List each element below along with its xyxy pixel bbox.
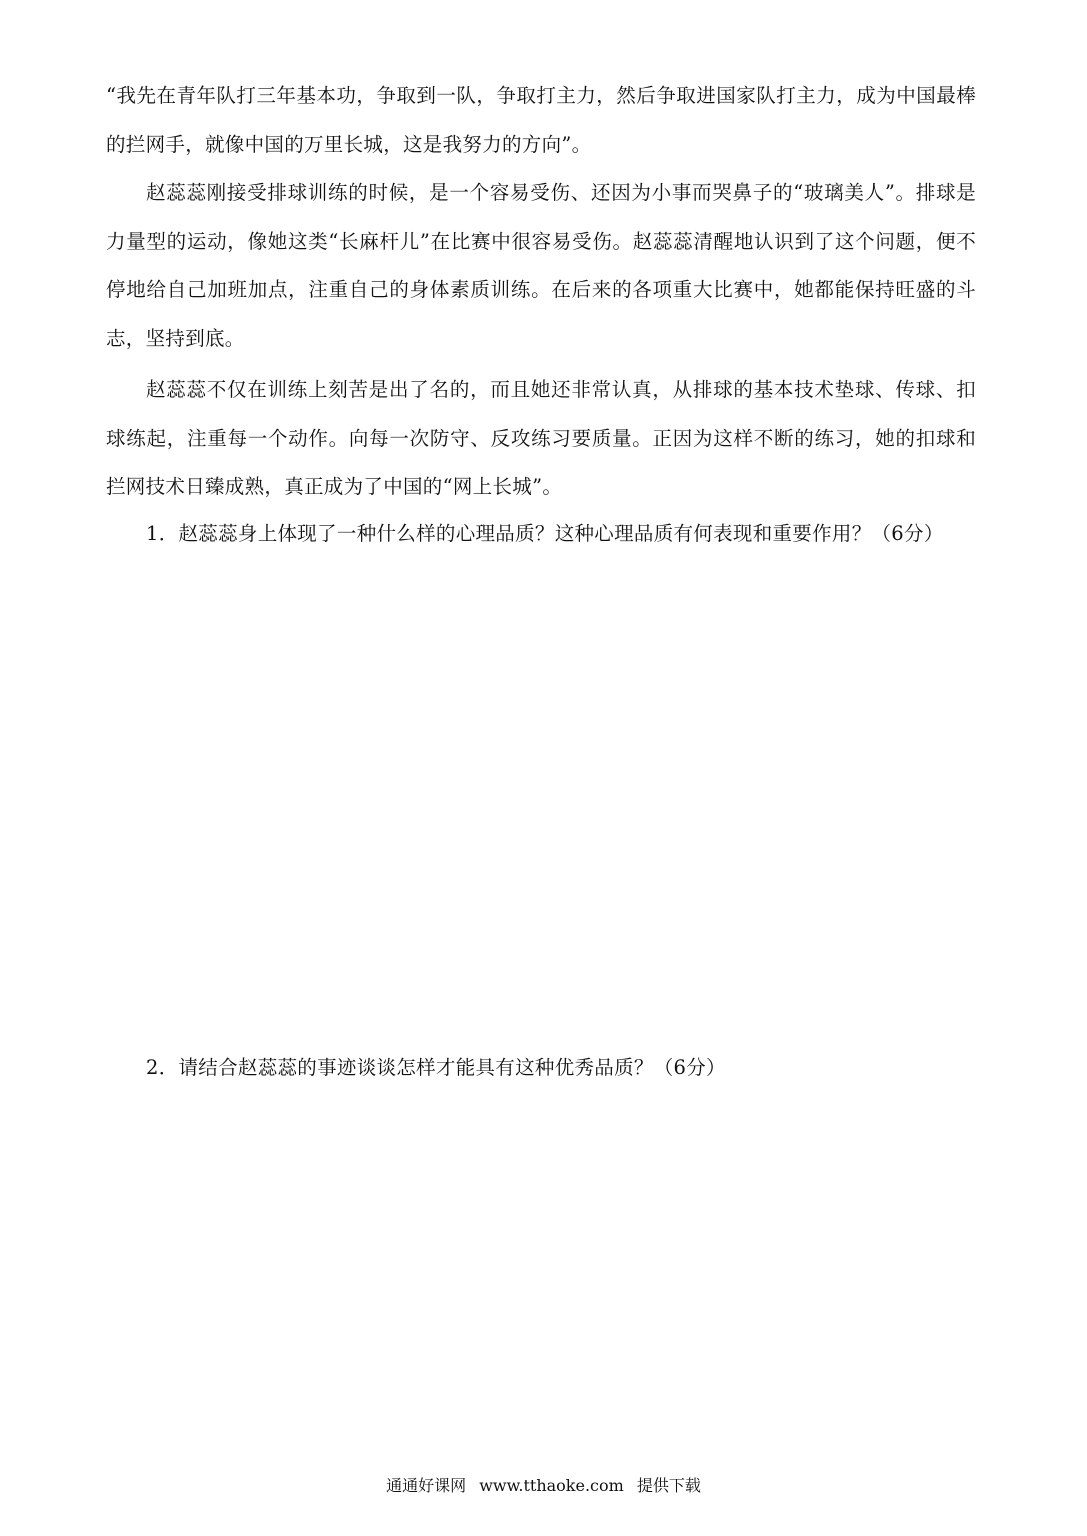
quote-paragraph: “我先在青年队打三年基本功，争取到一队，争取打主力，然后争取进国家队打主力，成为中国最棒的拦网手，就像中国的万里长城，这是我努力的方向”。 — [106, 84, 976, 156]
question-1: 1．赵蕊蕊身上体现了一种什么样的心理品质？这种心理品质有何表现和重要作用？（6分） — [146, 522, 944, 545]
page-footer — [0, 1474, 1087, 1498]
footer-url[interactable]: www.tthaoke.com — [479, 1476, 624, 1495]
story-paragraph-2: 赵蕊蕊不仅在训练上刻苦是出了名的，而且她还非常认真，从排球的基本技术垫球、传球、扣球练起，注重每一个动作。向每一次防守、反攻练习要质量。正因为这样不断的练习，她的扣球和拦网技术日臻成熟，真正成为了中国的“网上长城”。 — [106, 378, 976, 498]
story-paragraph-1: 赵蕊蕊刚接受排球训练的时候，是一个容易受伤、还因为小事而哭鼻子的“玻璃美人”。排球是力量型的运动，像她这类“长麻杆儿”在比赛中很容易受伤。赵蕊蕊清醒地认识到了这个问题，便不停地给自己加班加点，注重自己的身体素质训练。在后来的各项重大比赛中，她都能保持旺盛的斗志，坚持到底。 — [106, 181, 976, 350]
footer-note: 提供下载 — [636, 1476, 701, 1495]
question-2: 2．请结合赵蕊蕊的事迹谈谈怎样才能具有这种优秀品质？（6分） — [146, 1056, 726, 1079]
footer-site-name: 通通好课网 — [386, 1476, 467, 1495]
